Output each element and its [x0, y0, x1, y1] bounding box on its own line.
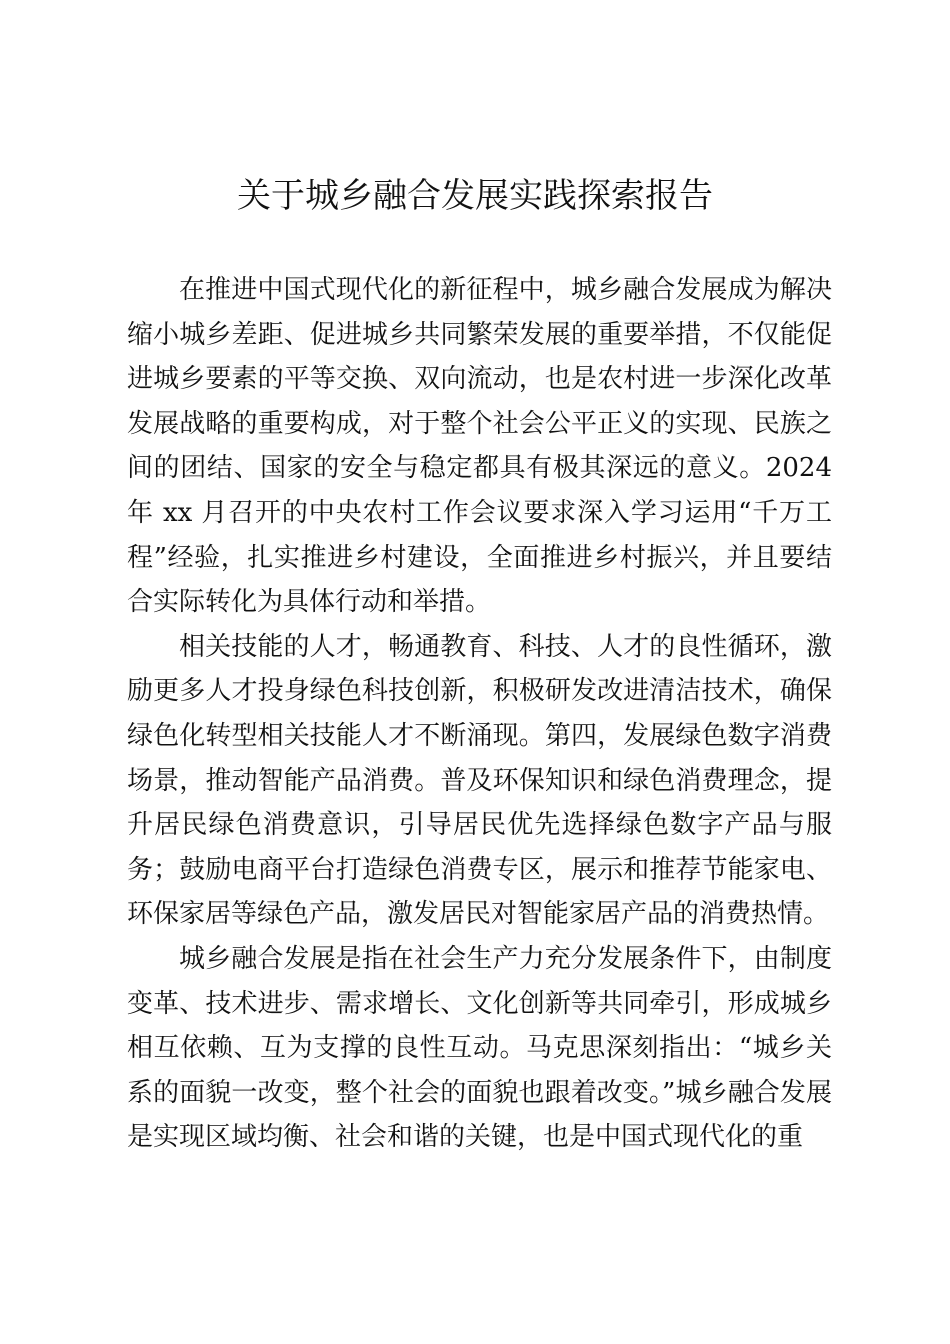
paragraph-3: 城乡融合发展是指在社会生产力充分发展条件下，由制度变革、技术进步、需求增长、文化创新等共同牵引，形成城乡相互依赖、互为支撑的良性互动。马克思深刻指出：“城乡关系的面貌一改变，整个社会的面貌也跟着改变。”城乡融合发展是实现区域均衡、社会和谐的关键，也是中国式现代化的重	[127, 943, 832, 1153]
document-body	[127, 268, 832, 1160]
paragraph-2: 相关技能的人才，畅通教育、科技、人才的良性循环，激励更多人才投身绿色科技创新，积极研发改进清洁技术，确保绿色化转型相关技能人才不断涌现。第四，发展绿色数字消费场景，推动智能产品消费。普及环保知识和绿色消费理念，提升居民绿色消费意识，引导居民优先选择绿色数字产品与服务；鼓励电商平台打造绿色消费专区，展示和推荐节能家电、环保家居等绿色产品，激发居民对智能家居产品的消费热情。	[127, 631, 832, 930]
document-title: 关于城乡融合发展实践探索报告	[237, 176, 713, 216]
paragraph-1: 在推进中国式现代化的新征程中，城乡融合发展成为解决缩小城乡差距、促进城乡共同繁荣发展的重要举措，不仅能促进城乡要素的平等交换、双向流动，也是农村进一步深化改革发展战略的重要构成，对于整个社会公平正义的实现、民族之间的团结、国家的安全与稳定都具有极其深远的意义。2024 年 xx 月召开的中央农村工作会议要求深入学习运用“千万工程”经验，扎实推进乡村建设，全面推进乡村振兴，并且要结合实际转化为具体行动和举措。	[127, 275, 832, 618]
